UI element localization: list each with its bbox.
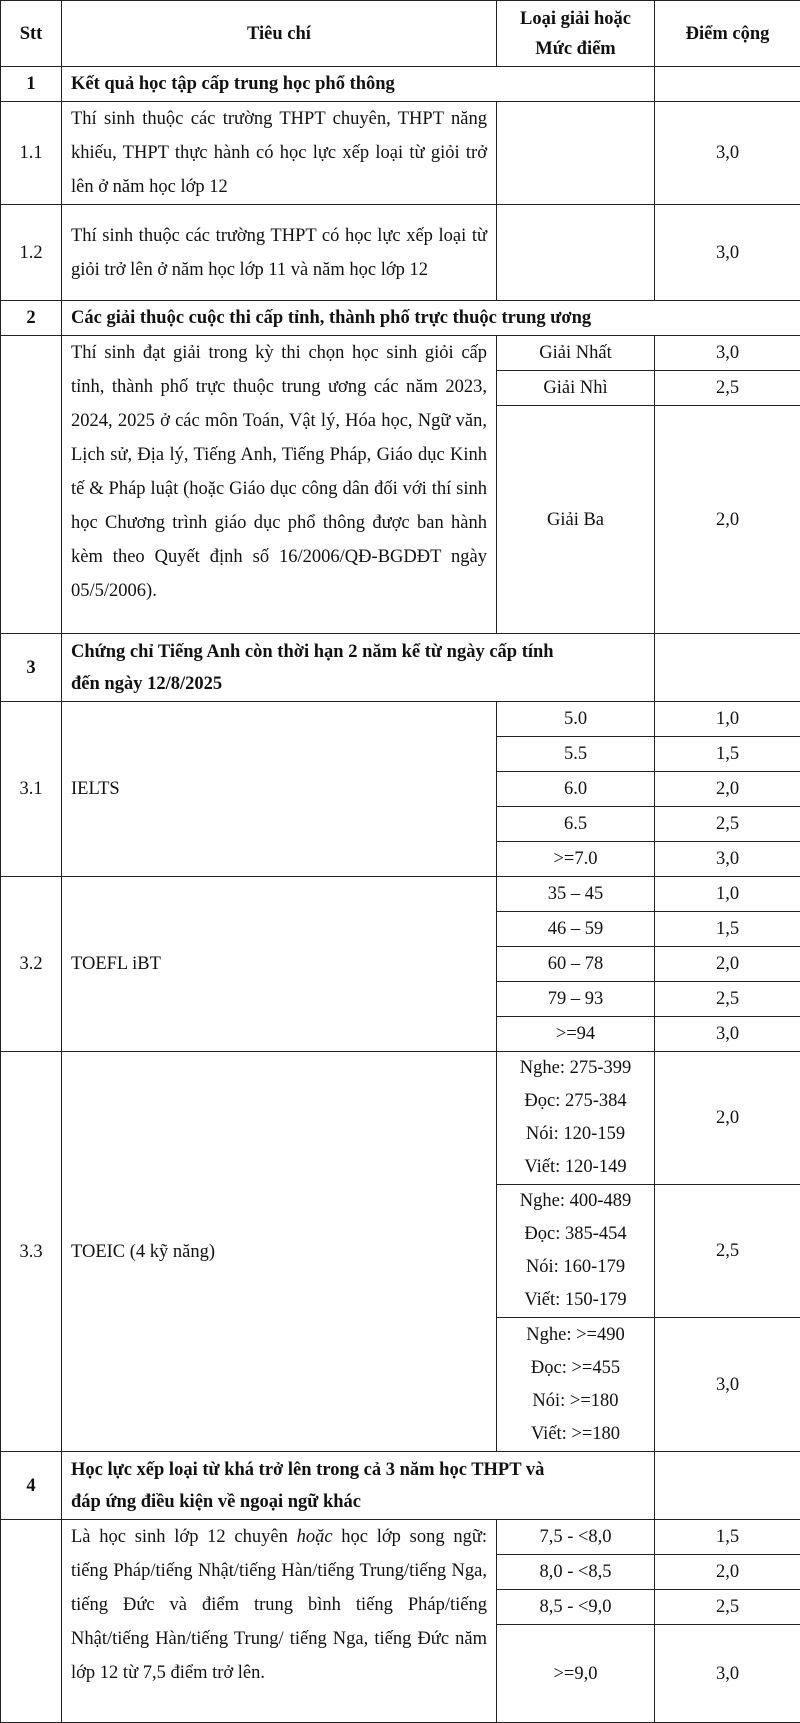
score-level: 5.0 (497, 702, 655, 737)
score-level: 46 – 59 (497, 912, 655, 947)
empty-cell (497, 205, 655, 301)
score-points: 2,0 (655, 1555, 800, 1590)
score-level: 60 – 78 (497, 947, 655, 982)
score-level: >=7.0 (497, 842, 655, 877)
score-level-line: Nói: 160-179 (526, 1257, 625, 1277)
prize-level: Giải Nhì (497, 371, 655, 406)
empty-cell (1, 1520, 62, 1723)
header-level-line1: Loại giải hoặc (520, 9, 631, 29)
score-level: 6.5 (497, 807, 655, 842)
score-level-line: Nghe: >=490 (526, 1325, 624, 1345)
criteria-text-end: học lớp song ngữ: tiếng Pháp/tiếng Nhật/tiếng Hàn/tiếng Trung/tiếng Nga, tiếng Đức và điểm trung bình tiếng Pháp/tiếng Nhật/tiếng Hàn/tiếng Trung/ tiếng Nga, tiếng Đức năm lớp 12 từ 7,5 điểm trở lên. (71, 1527, 487, 1683)
score-points: 2,5 (655, 807, 800, 842)
header-bonus: Điểm cộng (655, 1, 800, 67)
empty-cell (655, 1452, 800, 1520)
table-row (1, 702, 800, 737)
score-level (497, 1318, 655, 1452)
score-points: 2,0 (655, 772, 800, 807)
row-stt: 1.1 (1, 102, 62, 205)
prize-points: 3,0 (655, 336, 800, 371)
score-level-line: Nghe: 400-489 (520, 1191, 632, 1211)
table-row (1, 102, 800, 205)
section-title-line2: đến ngày 12/8/2025 (71, 674, 222, 694)
header-criteria: Tiêu chí (62, 1, 497, 67)
score-points: 1,5 (655, 912, 800, 947)
section-title (62, 634, 655, 702)
section-title (62, 1452, 655, 1520)
row-stt: 3.3 (1, 1052, 62, 1452)
prize-level: Giải Nhất (497, 336, 655, 371)
header-level (497, 1, 655, 67)
row-criteria: Thí sinh thuộc các trường THPT chuyên, THPT năng khiếu, THPT thực hành có học lực xếp loại từ giỏi trở lên ở năm học lớp 12 (62, 102, 497, 205)
score-level (497, 1052, 655, 1185)
row-stt: 1.2 (1, 205, 62, 301)
score-level: 79 – 93 (497, 982, 655, 1017)
score-level: 7,5 - <8,0 (497, 1520, 655, 1555)
row-criteria: TOEFL iBT (62, 877, 497, 1052)
empty-cell (655, 634, 800, 702)
row-points: 3,0 (655, 205, 800, 301)
score-level: 5.5 (497, 737, 655, 772)
row-criteria: TOEIC (4 kỹ năng) (62, 1052, 497, 1452)
score-points: 1,5 (655, 737, 800, 772)
score-level: 35 – 45 (497, 877, 655, 912)
table-header-row (1, 1, 800, 67)
score-points: 3,0 (655, 1017, 800, 1052)
prize-points: 2,5 (655, 371, 800, 406)
section-title-line2: đáp ứng điều kiện về ngoại ngữ khác (71, 1492, 361, 1512)
score-level: >=9,0 (497, 1625, 655, 1723)
score-level-line: Viết: 120-149 (524, 1157, 626, 1177)
section-stt: 3 (1, 634, 62, 702)
section-row (1, 301, 800, 336)
score-level-line: Nghe: 275-399 (520, 1058, 632, 1078)
score-points: 2,0 (655, 947, 800, 982)
score-level: >=94 (497, 1017, 655, 1052)
prize-level: Giải Ba (497, 406, 655, 634)
score-points: 2,5 (655, 1185, 800, 1318)
table-row (1, 1520, 800, 1555)
row-stt: 3.1 (1, 702, 62, 877)
score-points: 2,5 (655, 982, 800, 1017)
section-stt: 1 (1, 67, 62, 102)
row-criteria: Thí sinh thuộc các trường THPT có học lực xếp loại từ giỏi trở lên ở năm học lớp 11 và năm học lớp 12 (62, 205, 497, 301)
section-row (1, 1452, 800, 1520)
score-points: 3,0 (655, 1318, 800, 1452)
section-stt: 2 (1, 301, 62, 336)
empty-cell (1, 336, 62, 634)
section-title: Các giải thuộc cuộc thi cấp tỉnh, thành phố trực thuộc trung ương (62, 301, 800, 336)
score-level-line: Nói: 120-159 (526, 1124, 625, 1144)
section-stt: 4 (1, 1452, 62, 1520)
empty-cell (655, 67, 800, 102)
score-points: 1,0 (655, 877, 800, 912)
empty-cell (497, 102, 655, 205)
score-points: 1,0 (655, 702, 800, 737)
row-criteria (62, 1520, 497, 1723)
score-level-line: Đọc: 275-384 (524, 1091, 626, 1111)
score-points: 3,0 (655, 842, 800, 877)
section-row (1, 634, 800, 702)
score-level (497, 1185, 655, 1318)
row-points: 3,0 (655, 102, 800, 205)
row-criteria: Thí sinh đạt giải trong kỳ thi chọn học sinh giỏi cấp tỉnh, thành phố trực thuộc trung ương các năm 2023, 2024, 2025 ở các môn Toán, Vật lý, Hóa học, Ngữ văn, Lịch sử, Địa lý, Tiếng Anh, Tiếng Pháp, Giáo dục Kinh tế & Pháp luật (hoặc Giáo dục công dân đối với thí sinh học Chương trình giáo dục phổ thông được ban hành kèm theo Quyết định số 16/2006/QĐ-BGDĐT ngày 05/5/2006). (62, 336, 497, 634)
section-title: Kết quả học tập cấp trung học phổ thông (62, 67, 655, 102)
section-row (1, 67, 800, 102)
row-stt: 3.2 (1, 877, 62, 1052)
score-points: 2,5 (655, 1590, 800, 1625)
criteria-text-start: Là học sinh lớp 12 chuyên (71, 1527, 297, 1547)
section-title-line1: Học lực xếp loại từ khá trở lên trong cả 3 năm học THPT và (71, 1460, 544, 1480)
score-points: 3,0 (655, 1625, 800, 1723)
score-level-line: Viết: 150-179 (524, 1290, 626, 1310)
score-level: 6.0 (497, 772, 655, 807)
table-row (1, 205, 800, 301)
score-points: 2,0 (655, 1052, 800, 1185)
table-row (1, 1052, 800, 1185)
section-title-line1: Chứng chỉ Tiếng Anh còn thời hạn 2 năm kể từ ngày cấp tính (71, 642, 554, 662)
score-level-line: Viết: >=180 (531, 1424, 620, 1444)
score-level: 8,0 - <8,5 (497, 1555, 655, 1590)
table-row (1, 877, 800, 912)
score-points: 1,5 (655, 1520, 800, 1555)
score-level-line: Đọc: >=455 (531, 1358, 620, 1378)
row-criteria: IELTS (62, 702, 497, 877)
criteria-text-emphasis: hoặc (297, 1527, 333, 1547)
header-level-line2: Mức điểm (535, 39, 615, 59)
table-row (1, 336, 800, 371)
score-level: 8,5 - <9,0 (497, 1590, 655, 1625)
header-stt: Stt (1, 1, 62, 67)
score-level-line: Nói: >=180 (532, 1391, 618, 1411)
score-level-line: Đọc: 385-454 (524, 1224, 626, 1244)
prize-points: 2,0 (655, 406, 800, 634)
